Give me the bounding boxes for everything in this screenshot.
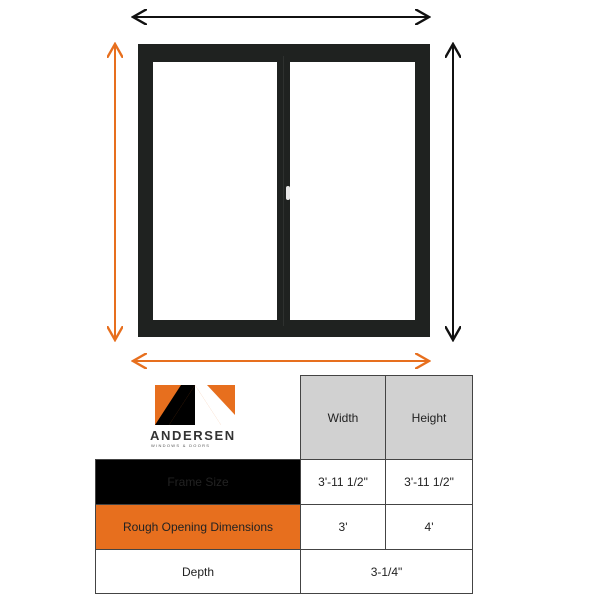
frame-size-height-cell: 3'-11 1/2" [386,460,473,505]
right-glass-pane [290,62,415,320]
row-label-rough-opening: Rough Opening Dimensions [96,505,301,550]
logo-tagline: WINDOWS & DOORS [151,443,211,448]
rough-opening-width-cell: 3' [301,505,386,550]
column-header-width: Width [301,376,386,460]
depth-value-cell: 3-1/4" [301,550,473,594]
dimensions-table [95,375,473,594]
table-row-rough-opening [96,505,473,550]
latch-handle-icon [286,186,290,200]
logo-wordmark: ANDERSEN [150,428,236,443]
table-row-frame-size [96,460,473,505]
table-row-depth [96,550,473,594]
row-label-frame-size: Frame Size [96,460,301,505]
table-header-row [96,376,473,460]
left-glass-pane [153,62,277,320]
header-spacer [96,376,301,460]
rough-opening-height-cell: 4' [386,505,473,550]
column-header-height: Height [386,376,473,460]
frame-size-width-cell: 3'-11 1/2" [301,460,386,505]
row-label-depth: Depth [96,550,301,594]
